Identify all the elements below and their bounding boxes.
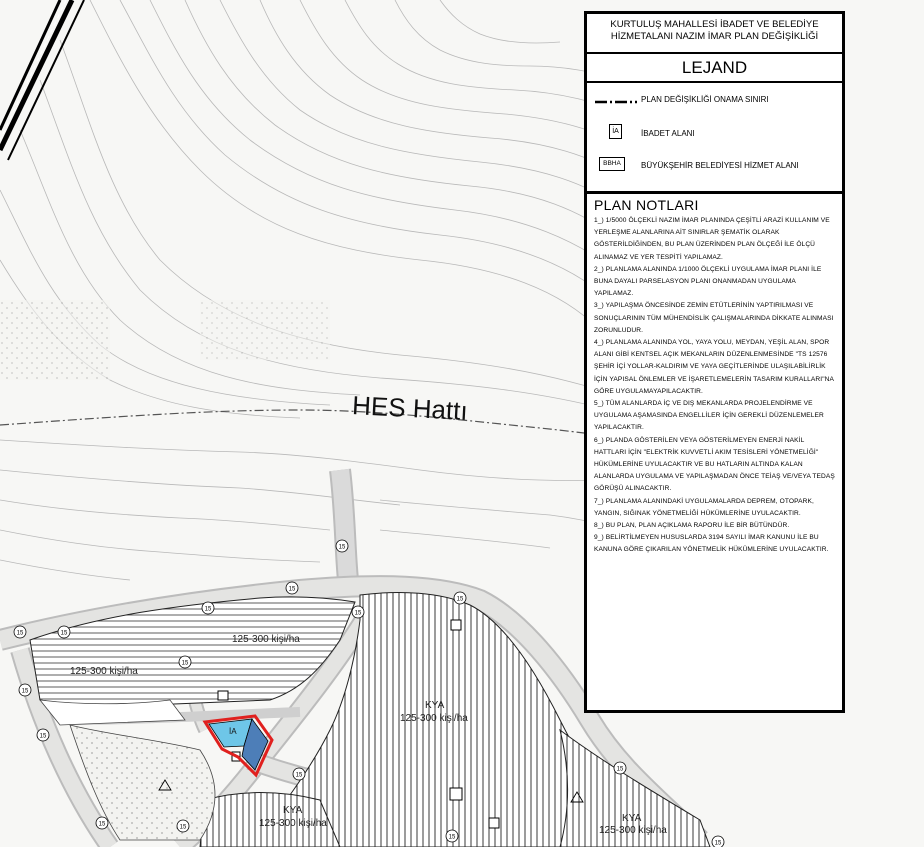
road-width-number: 15 [288,586,296,593]
zone-type-label: KYA [425,700,445,711]
park-strip [40,700,185,725]
road-width-number: 15 [714,840,722,847]
ibadet-symbol-label: İA [229,727,237,736]
plan-title [587,14,842,54]
plan-notes [587,194,842,557]
hes-line-label: HES Hattı [351,390,469,427]
road-width-number: 15 [204,606,212,613]
facility-symbol [450,788,462,800]
facility-symbol [218,691,228,700]
legend-panel [584,11,845,713]
road-width-number: 15 [448,834,456,841]
bbha-symbol-icon: BBHA [599,157,625,171]
road-width-number: 15 [16,630,24,637]
road-width-number: 15 [181,660,189,667]
plan-title-line-1: KURTULUŞ MAHALLESİ İBADET VE BELEDİYE [610,19,819,30]
plan-title-line-2: HİZMETALANI NAZIM İMAR PLAN DEĞİŞİKLİĞİ [610,31,819,42]
road-width-number: 15 [456,596,464,603]
road-width-number: 15 [354,610,362,617]
plan-note-7: 7_) PLANLAMA ALANINDAKİ UYGULAMALARDA DEPREM, OTOPARK, YANGIN, SIĞINAK YÖNETMELİĞİ HÜKÜMLERİNE UYULACAKTIR. [594,497,814,517]
road-width-number: 15 [21,688,29,695]
facility-symbol [451,620,461,630]
road-width-number: 15 [179,824,187,831]
density-label: 125-300 kişi/ha [400,713,468,724]
plan-note-1: 1_) 1/5000 ÖLÇEKLİ NAZIM İMAR PLANINDA ÇEŞİTLİ ARAZİ KULLANIM VE YERLEŞME ALANLARINA AİT SINIRLAR ŞEMATİK OLARAK GÖSTERİLDİĞİNDEN, BU PLAN ÜZERİNDEN PLAN ÖLÇEĞİ İLE ÖLÇÜ ALINAMAZ VE YER TESPİTİ YAPILAMAZ. [594,217,830,261]
legend-item-bbha [587,153,842,183]
legend-item-ibadet [587,121,842,151]
plan-note-4: 4_) PLANLAMA ALANINDA YOL, YAYA YOLU, MEYDAN, YEŞİL ALAN, SPOR ALANI GİBİ KENTSEL AÇIK MEKANLARIN DÜZENLENMESİNDE "TS 12576 ŞEHİR İÇİ YOLLAR-KALDIRIM VE YAYA GEÇİTLERİNDE ULAŞILABİLİRLİK İÇİN YAPISAL ÖNLEMLER VE İŞARETLEMELERİN TASARIM KURALLARI"NA GÖRE UYGULAMAYAPILACAKTIR. [594,339,834,395]
settlement-area [0,300,110,380]
road-width-number: 15 [39,733,47,740]
legend-label-ibadet: İBADET ALANI [641,129,695,138]
zone-type-label: KYA [622,813,642,824]
plan-note-3: 3_) YAPILAŞMA ÖNCESİNDE ZEMİN ETÜTLERİNİN YAPTIRILMASI VE SONUÇLARININ TÜM MÜHENDİSLİK ÇALIŞMALARINDA DİKKATE ALINMASI ZORUNLUDUR. [594,302,834,334]
density-label: 125-300 kişi/ha [599,825,667,836]
plan-notes-heading: PLAN NOTLARI [594,197,699,213]
facility-symbol [489,818,499,828]
road-width-number: 15 [98,821,106,828]
road-width-number: 15 [295,772,303,779]
density-label: 125-300 kişi/ha [232,634,300,645]
plan-note-9: 9_) BELİRTİLMEYEN HUSUSLARDA 3194 SAYILI İMAR KANUNU İLE BU KANUNA GÖRE ÇIKARILAN YÖNETMELİK HÜKÜMLERİNE UYULACAKTIR. [594,534,829,554]
legend-item-boundary [587,87,842,117]
plan-note-5: 5_) TÜM ALANLARDA İÇ VE DIŞ MEKANLARDA PROJELENDİRME VE UYGULAMA AŞAMASINDA ENGELLİLER İÇİN GEREKLİ DÜZENLEMELER YAPILACAKTIR. [594,400,824,432]
road-width-number: 15 [338,544,346,551]
legend-label-bbha: BÜYÜKŞEHİR BELEDİYESİ HİZMET ALANI [641,161,799,170]
settlement-area [200,300,330,360]
density-label: 125-300 kişi/ha [259,818,327,829]
legend-label-boundary: PLAN DEĞİŞİKLİĞİ ONAMA SINIRI [641,95,769,104]
plan-note-8: 8_) BU PLAN, PLAN AÇIKLAMA RAPORU İLE BİR BÜTÜNDÜR. [594,522,790,530]
ibadet-symbol-icon: İA [609,124,622,139]
zone-type-label: KYA [283,805,303,816]
legend-heading: LEJAND [587,54,842,83]
legend-items [587,83,842,194]
plan-note-6: 6_) PLANDA GÖSTERİLEN VEYA GÖSTERİLMEYEN ENERJİ NAKİL HATTLARI İÇİN "ELEKTRİK KUVVETLİ AKIM TESİSLERİ YÖNETMELİĞİ" HÜKÜMLERİNE UYULACAKTIR VE BU HATLARIN ALTINDA KALAN ALANLARDA UYGULAMA VE YAPILAŞMADAN ÖNCE TEİAŞ VE/VEYA TEDAŞ GÖRÜŞÜ ALINACAKTIR. [594,436,835,493]
density-label: 125-300 kişi/ha [70,666,138,677]
dash-dot-line-icon [595,93,637,111]
plan-note-2: 2_) PLANLAMA ALANINDA 1/1000 ÖLÇEKLİ UYGULAMA İMAR PLANI İLE BUNA DAYALI PARSELASYON PLANI ONANMADAN UYGULAMA YAPILAMAZ. [594,265,822,298]
road-width-number: 15 [60,630,68,637]
road-width-number: 15 [616,766,624,773]
